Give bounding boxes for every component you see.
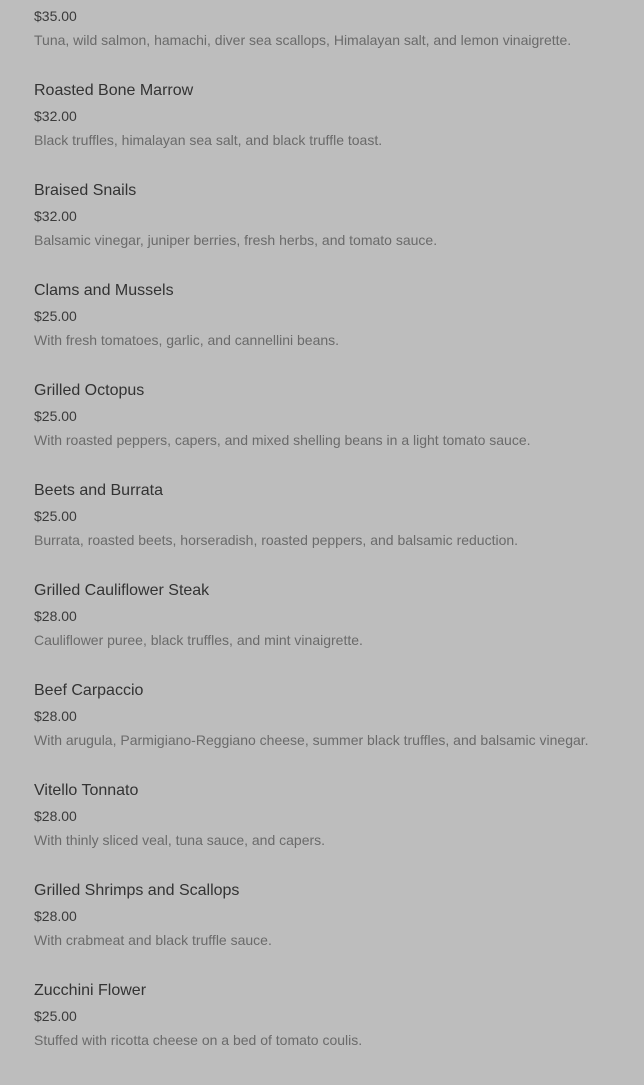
menu-item-description: Stuffed with ricotta cheese on a bed of tomato coulis. <box>34 1032 363 1048</box>
menu-item-name: Grilled Octopus <box>34 382 145 399</box>
menu-item-description: With thinly sliced veal, tuna sauce, and capers. <box>34 832 326 848</box>
menu-item-description: Cauliflower puree, black truffles, and mint vinaigrette. <box>34 632 363 648</box>
menu-item-price: $25.00 <box>34 508 77 524</box>
menu-item-description: Burrata, roasted beets, horseradish, roasted peppers, and balsamic reduction. <box>34 532 519 548</box>
menu-item-price: $32.00 <box>34 108 77 124</box>
menu-item-price: $28.00 <box>34 808 77 824</box>
menu-item-name: Grilled Cauliflower Steak <box>34 582 210 599</box>
menu-item-description: Black truffles, himalayan sea salt, and black truffle toast. <box>34 132 383 148</box>
menu-item-description: Balsamic vinegar, juniper berries, fresh herbs, and tomato sauce. <box>34 232 438 248</box>
menu-item-price: $35.00 <box>34 8 77 24</box>
menu-item-description: With fresh tomatoes, garlic, and cannellini beans. <box>34 332 340 348</box>
menu-item-name: Roasted Bone Marrow <box>34 82 194 99</box>
menu-item-name: Vitello Tonnato <box>34 782 139 799</box>
menu-item-description: Tuna, wild salmon, hamachi, diver sea scallops, Himalayan salt, and lemon vinaigrette. <box>34 32 572 48</box>
menu-item-price: $32.00 <box>34 208 77 224</box>
menu-item-name: Clams and Mussels <box>34 282 174 299</box>
menu-item <box>34 781 634 881</box>
menu-item <box>34 981 634 1081</box>
menu-item-description: With crabmeat and black truffle sauce. <box>34 932 272 948</box>
menu-item-name: Beets and Burrata <box>34 482 163 499</box>
menu-item-price: $28.00 <box>34 708 77 724</box>
menu-item-name: Braised Snails <box>34 182 137 199</box>
menu-item-price: $28.00 <box>34 608 77 624</box>
menu-item <box>34 381 634 481</box>
menu-item-description: With roasted peppers, capers, and mixed shelling beans in a light tomato sauce. <box>34 432 531 448</box>
menu-item-name: Grilled Shrimps and Scallops <box>34 882 240 899</box>
menu-item-price: $25.00 <box>34 408 77 424</box>
menu-item <box>34 481 634 581</box>
menu-item-name: Zucchini Flower <box>34 982 147 999</box>
menu-item <box>34 681 634 781</box>
menu-item-price: $25.00 <box>34 1008 77 1024</box>
menu-item <box>34 881 634 981</box>
menu-item <box>34 181 634 281</box>
menu-item-price: $25.00 <box>34 308 77 324</box>
menu-item <box>34 281 634 381</box>
menu-item <box>34 581 634 681</box>
menu-item-description: With arugula, Parmigiano-Reggiano cheese, summer black truffles, and balsamic vinegar. <box>34 732 589 748</box>
menu-item-price: $28.00 <box>34 908 77 924</box>
menu-item <box>34 81 634 181</box>
menu-item-name: Beef Carpaccio <box>34 682 144 699</box>
